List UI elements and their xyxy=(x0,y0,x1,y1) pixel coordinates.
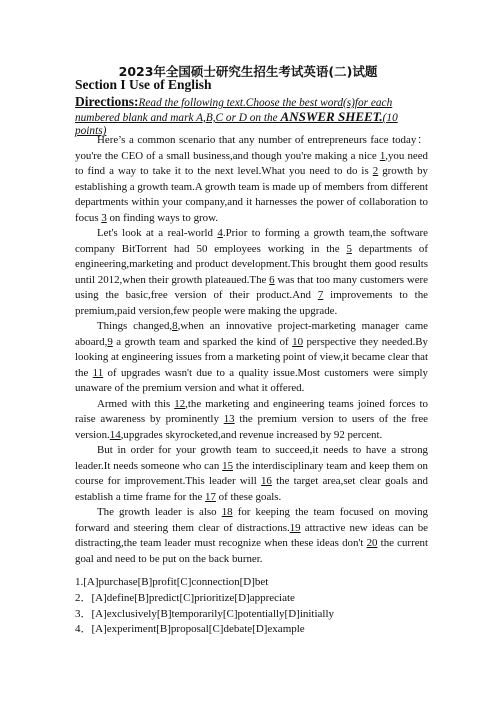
passage-text: of upgrades wasn't due to a quality issue.Most customers were simply unaware of the premium version and what it offered. xyxy=(75,366,428,394)
passage-text: improvements to the premium,paid version,few people were making the upgrade. xyxy=(75,289,428,317)
blank-number: 6 xyxy=(269,273,275,286)
passage-text: growth by establishing a growth team.A growth team is made up of members from different departments within your company,and it harnesses the power of collaboration to focus xyxy=(75,165,428,224)
blank-number: 20 xyxy=(366,537,378,549)
blank-number: 19 xyxy=(289,521,301,534)
blank-number: 16 xyxy=(260,475,272,487)
passage-text: ,when an innovative project-marketing manager came aboard, xyxy=(75,320,429,348)
passage-text: the interdisciplinary team and keep them on course for improvement.This leader will xyxy=(75,459,428,487)
passage-text: the target area,set clear goals and establish a time frame for the xyxy=(75,475,428,503)
blank-number: 2 xyxy=(372,165,379,177)
blank-number: 14 xyxy=(109,428,121,441)
passage-text: a growth team and sparked the kind of xyxy=(112,335,293,348)
passage-text: perspective they needed.By looking at engineering issues from a marketing point of view,it became clear that the xyxy=(75,335,428,379)
directions-points: (10 points) xyxy=(75,112,398,137)
passage-paragraph xyxy=(75,226,428,319)
passage-text: the current goal and need to be put on the back burner. xyxy=(75,537,428,565)
passage-text: departments of engineering,marketing and product development.This brought them good results until 2012,when their growth plateaued.The xyxy=(75,242,428,286)
passage-text: was that too many customers were using the basic,free version of their product.And xyxy=(75,273,428,301)
answer-sheet-label: ANSWER SHEET. xyxy=(280,109,383,124)
passage-text: But in order for your growth team to succeed,it needs to have a strong leader.It needs someone who can xyxy=(75,444,428,472)
option-row: 3．[A]exclusively[B]temporarily[C]potentially[D]initially xyxy=(75,607,335,620)
passage-text: ,you need to find a way to take it to the next level.What you need to do is xyxy=(75,149,429,177)
passage-paragraph xyxy=(75,443,428,505)
passage-text: ,upgrades skyrocketed,and revenue increased by 92 percent. xyxy=(120,428,383,441)
passage-text: Here’s a common scenario that any number of entrepreneurs face today：you're the CEO of a small business,and though you're making a nice xyxy=(75,134,428,162)
passage-text: The growth leader is also xyxy=(97,506,222,518)
passage-text: of these goals. xyxy=(215,490,282,503)
passage-text: Things changed, xyxy=(97,320,173,332)
passage-paragraph xyxy=(75,319,428,397)
passage-text: ,the marketing and engineering teams joined forces to raise awareness by prominently xyxy=(75,397,428,425)
blank-number: 9 xyxy=(107,335,113,348)
passage-text: on finding ways to grow. xyxy=(106,211,218,224)
option-row: 2．[A]define[B]predict[C]prioritize[D]appreciate xyxy=(75,591,295,604)
blank-number: 17 xyxy=(205,490,216,503)
blank-number: 4 xyxy=(217,227,223,239)
page-title: 2023年全国硕士研究生招生考试英语(二)试题 xyxy=(118,64,378,79)
passage-text: Let's look at a real-world xyxy=(97,227,218,239)
passage-paragraph xyxy=(75,397,428,444)
blank-number: 3 xyxy=(101,211,107,224)
passage-paragraph xyxy=(75,133,428,226)
blank-number: 10 xyxy=(292,335,304,348)
blank-number: 7 xyxy=(317,289,324,301)
options-list xyxy=(75,575,425,638)
blank-number: 18 xyxy=(221,506,233,518)
blank-number: 13 xyxy=(223,413,235,425)
blank-number: 12 xyxy=(174,397,186,410)
passage-text: attractive new ideas can be distracting,the team leader must recognize when these ideas don't xyxy=(75,521,428,549)
blank-number: 11 xyxy=(92,366,104,379)
blank-number: 8 xyxy=(172,320,178,332)
option-row: 4．[A]experiment[B]proposal[C]debate[D]example xyxy=(75,623,305,636)
option-row: 1.[A]purchase[B]profit[C]connection[D]bet xyxy=(75,576,269,588)
section-heading: Section I Use of English xyxy=(75,77,212,92)
passage-text: Armed with this xyxy=(97,397,175,410)
passage-text: the premium version to users of the free version. xyxy=(75,413,428,441)
passage-paragraph xyxy=(75,505,428,567)
passage xyxy=(75,133,428,567)
passage-text: .Prior to forming a growth team,the software company BitTorrent had 50 employees working in the xyxy=(75,227,428,255)
blank-number: 1 xyxy=(379,149,386,162)
directions-label: Directions: xyxy=(75,94,139,109)
passage-text: for keeping the team focused on moving forward and steering them clear of distractions. xyxy=(75,506,428,534)
blank-number: 15 xyxy=(222,459,234,472)
blank-number: 5 xyxy=(346,242,352,255)
directions-text: Read the following text.Choose the best word(s)for each numbered blank and mark A,B,C or D on the xyxy=(75,97,393,124)
directions-block xyxy=(75,95,425,138)
